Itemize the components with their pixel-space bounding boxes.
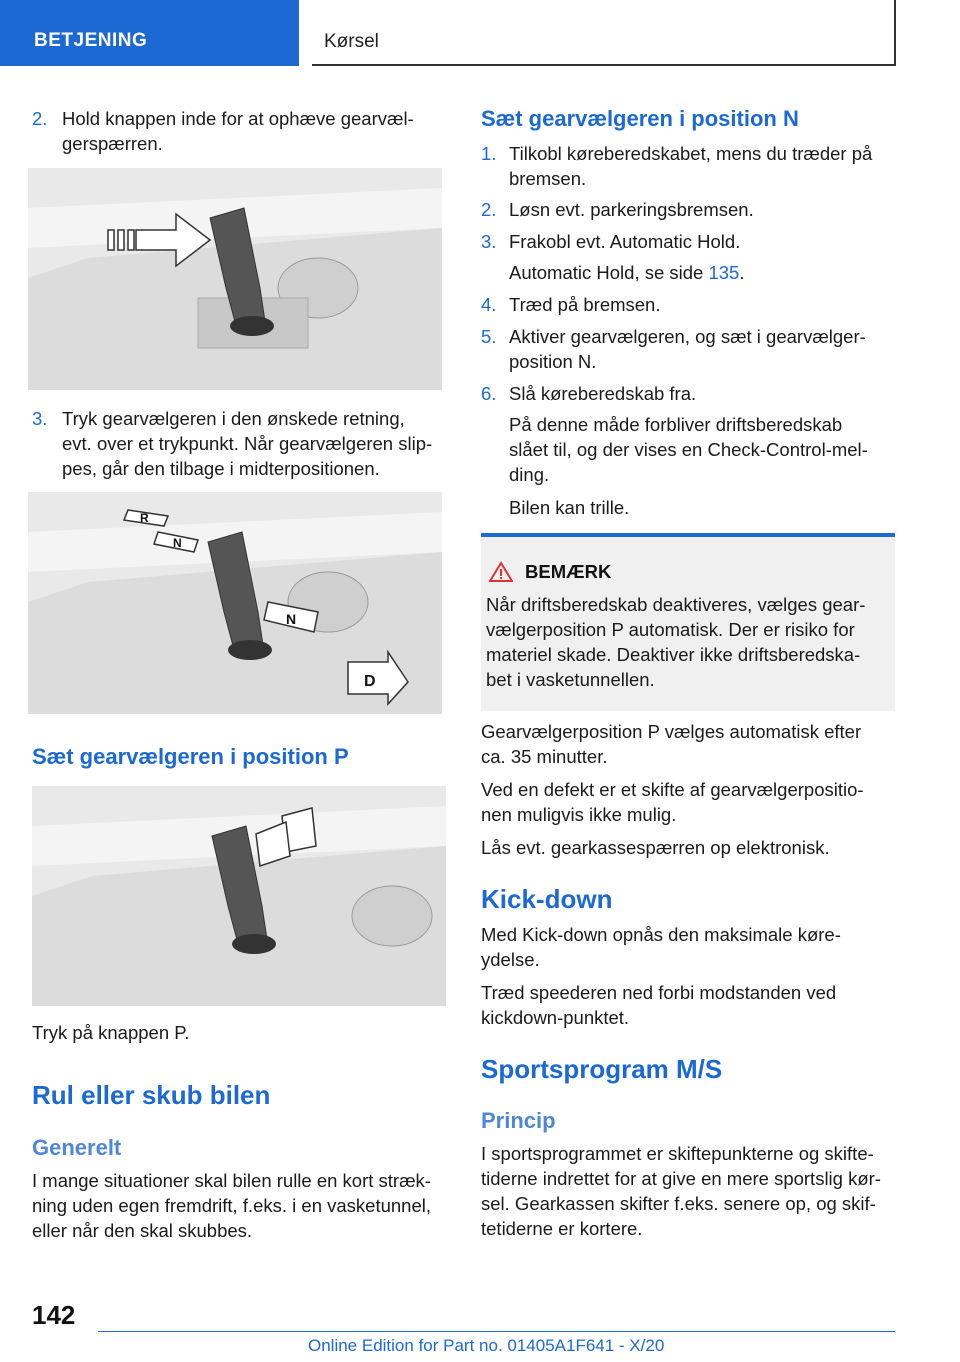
step-number: 4. (481, 294, 497, 315)
body-text: tetiderne er kortere. (481, 1218, 643, 1239)
step-text: Løsn evt. parkeringsbremsen. (509, 199, 754, 220)
body-text: Gearvælgerposition P vælges automatisk efter (481, 721, 862, 742)
step-number: 5. (481, 326, 497, 347)
arrow-label-d: D (364, 673, 376, 690)
step-number: 3. (481, 231, 497, 252)
body-text: eller når den skal skubbes. (32, 1220, 253, 1241)
section-heading: Sæt gearvælgeren i position P (32, 744, 349, 769)
section-tab (0, 0, 299, 66)
gear-selector-unlock-image (28, 168, 442, 390)
body-text: Lås evt. gearkassespærren op elektronisk. (481, 837, 830, 858)
gear-selector-shift-image (28, 492, 442, 714)
body-text: Med Kick-down opnås den maksimale køre- (481, 924, 841, 945)
body-text: tiderne indrettet for at give en mere sportslig kør- (481, 1168, 881, 1189)
step-text: position N. (509, 351, 597, 372)
step-text: Træd på bremsen. (509, 294, 661, 315)
body-text: kickdown-punktet. (481, 1007, 630, 1028)
gear-selector-park-image (32, 786, 446, 1006)
chapter-title: Kørsel (324, 31, 379, 52)
arrow-label-n: N (173, 536, 182, 550)
footer-edition: Online Edition for Part no. 01405A1F641 - X/20 (308, 1336, 665, 1355)
step-note: ding. (509, 464, 550, 485)
step-note: Bilen kan trille. (509, 497, 630, 518)
step-number: 1. (481, 143, 497, 164)
body-text: nen muligvis ikke mulig. (481, 804, 677, 825)
step-text: gerspærren. (62, 133, 163, 154)
step-number: 6. (481, 383, 497, 404)
step-text: Hold knappen inde for at ophæve gearvæl- (62, 108, 414, 129)
subsection-heading: Princip (481, 1108, 556, 1133)
cross-reference: Automatic Hold, se side 135. (509, 262, 745, 283)
warning-title: BEMÆRK (525, 561, 612, 582)
step-text: Slå køreberedskab fra. (509, 383, 697, 404)
footer-rule (98, 1331, 895, 1332)
body-text: sel. Gearkassen skifter f.eks. senere op, og skif- (481, 1193, 876, 1214)
warning-box (481, 537, 895, 711)
warning-text: vælgerposition P automatisk. Der er risiko for (486, 619, 855, 640)
step-note: På denne måde forbliver driftsberedskab (509, 414, 843, 435)
instruction-text: Tryk på knappen P. (32, 1022, 190, 1043)
body-text: ydelse. (481, 949, 540, 970)
subsection-heading: Generelt (32, 1135, 122, 1160)
body-text: Ved en defekt er et skifte af gearvælgerpositio- (481, 779, 864, 800)
step-number: 2. (32, 108, 48, 129)
step-text: bremsen. (509, 168, 587, 189)
arrow-label-r: R (140, 511, 149, 525)
page-number: 142 (32, 1300, 76, 1330)
step-note: slået til, og der vises en Check-Control-mel- (509, 439, 868, 460)
step-text: Tilkobl køreberedskabet, mens du træder på (509, 143, 873, 164)
section-heading: Rul eller skub bilen (32, 1080, 271, 1110)
chapter-header (312, 0, 896, 66)
body-text: ca. 35 minutter. (481, 746, 608, 767)
section-heading: Kick-down (481, 884, 613, 914)
step-text: Frakobl evt. Automatic Hold. (509, 231, 741, 252)
arrow-label-n: N (286, 611, 297, 627)
step-number: 3. (32, 408, 48, 429)
page-link[interactable]: 135 (708, 262, 740, 283)
warning-icon (489, 561, 513, 588)
step-text: Aktiver gearvælgeren, og sæt i gearvælger- (509, 326, 866, 347)
section-heading: Sæt gearvælgeren i position N (481, 106, 799, 131)
section-heading: Sportsprogram M/S (481, 1054, 723, 1084)
body-text: Træd speederen ned forbi modstanden ved (481, 982, 837, 1003)
warning-text: bet i vasketunnellen. (486, 669, 655, 690)
body-text: I sportsprogrammet er skiftepunkterne og skifte- (481, 1143, 874, 1164)
step-text: Tryk gearvælgeren i den ønskede retning, (62, 408, 405, 429)
step-text: evt. over et trykpunkt. Når gearvælgeren slip- (62, 433, 433, 454)
body-text: ning uden egen fremdrift, f.eks. i en vasketunnel, (32, 1195, 432, 1216)
warning-text: Når driftsberedskab deaktiveres, vælges gear- (486, 594, 866, 615)
warning-text: materiel skade. Deaktiver ikke driftsberedska- (486, 644, 861, 665)
step-number: 2. (481, 199, 497, 220)
step-text: pes, går den tilbage i midterpositionen. (62, 458, 380, 479)
section-title: BETJENING (34, 30, 148, 51)
body-text: I mange situationer skal bilen rulle en kort stræk- (32, 1170, 431, 1191)
